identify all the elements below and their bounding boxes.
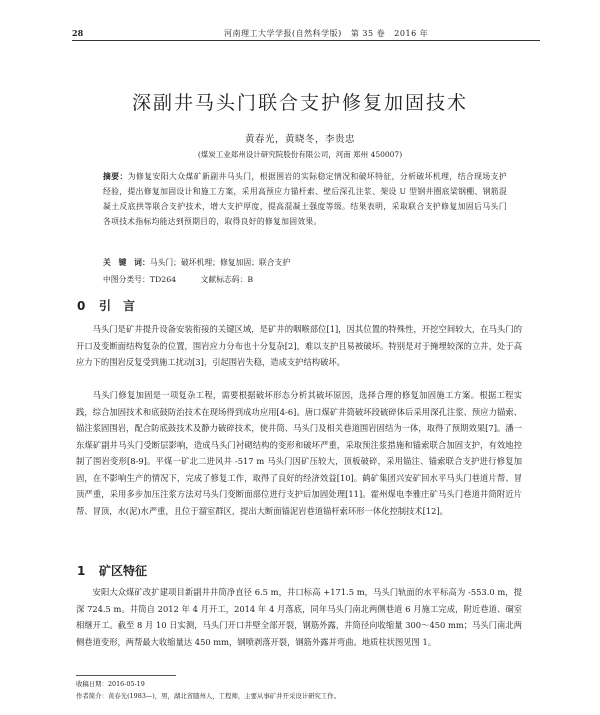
mine-features-paragraph: 安阳大众煤矿改扩建项目新副井井筒净直径 6.5 m，井口标高 +171.5 m，马头门轨面的水平标高为 -553.0 m，提深 724.5 m。井筒自 2012 年 4 月开工，2014 年 4 月落底，同年马头门南北两侧巷道 6 月施工完成，附近巷道、硐室相继开工。截至 8 月 10 日实测，马头门开口井壁全部开裂，钢筋外露，井筒径向收缩量 300～450 mm；马头门南北两侧巷道变形，两帮最大收缩量达 450 mm，钢喷剥落开裂，钢筋外露并弯曲。地质柱状图见图 1。 [76,587,522,647]
author-affiliation: (煤炭工业郑州设计研究院股份有限公司，河南 郑州 450007) [197,150,403,159]
classification-line [103,274,507,285]
page-number: 28 [72,28,84,38]
author-list: 黄春光，黄晓冬，李贵忠 [244,134,355,145]
author-bio: 作者简介：黄春光(1983—)，男，湖北省随州人，工程师，主要从事矿井开采设计研究工作。 [76,692,341,700]
section-title: 矿区特征 [99,564,148,578]
abstract [103,169,507,229]
section-heading-mine-features [77,562,147,579]
keywords-label: 关 键 词： [103,258,150,267]
received-date: 收稿日期：2016-05-19 [76,680,145,688]
keywords [103,257,507,268]
section-heading-introduction [77,297,135,314]
footnote-divider [76,675,176,676]
journal-info [224,28,428,39]
section-number: 1 [77,564,86,578]
keywords-text: 马头门；破坏机理；修复加固；联合支护 [149,258,291,267]
running-header [72,26,540,41]
journal-name: 河南理工大学学报(自然科学版) [224,29,342,38]
section-title: 引 言 [99,299,136,313]
abstract-label: 摘要： [103,172,128,181]
abstract-text: 为修复安阳大众煤矿新副井马头门，根据围岩的实际稳定情况和破坏特征，分析破坏机理，结合现场支护经验，提出修复加固设计和施工方案，采用高预应力锚杆索、壁后深孔注浆、架设 U 型钢井圈底梁钢棚、钢筋混凝土反底拱等联合支护技术，增大支护厚度，提高混凝土强度等级。结果表明，采取联合支护修复加固后马头门各项技术指标均能达到预期目的，取得良好的修复加固效果。 [103,172,507,226]
clc-number: 中图分类号：TD264 [103,275,177,284]
intro-paragraph-2: 马头门修复加固是一项复杂工程，需要根据破坏形态分析其破坏原因，选择合理的修复加固施工方案。根据工程实践，综合加固技术和底鼓防治技术在现场得到成功应用[4-6]。唐口煤矿井筒破坏段破碎体后采用深孔注浆、预应力锚索、锚注浆固围岩，配合防底鼓技术及静力破碎技术，使井筒、马头门及相关巷道围岩固结为一体，取得了预期效果[7]。潘一东煤矿副井马头门受断层影响，造成马头门衬砌结构的变形和破坏严重，采取预注浆措施和锚索联合加固支护，有效地控制了围岩变形[8-9]。平煤一矿北二进风井 -517 m 马头门因矿压较大，顶板破碎，采用锚注、锚索联合支护进行修复加固，在不影响生产的情况下，完成了修复工作，取得了良好的经济效益[10]。鹤矿集团兴安矿回水平马头门巷道片帮、冒顶严重，采用多步加压注浆方法对马头门变断面部位进行支护后加固处理[11]。霍州煤电李雅庄矿马头门巷道井筒附近片帮、冒顶，水(泥)水严重，且位于溜室群区，提出大断面锚泥岩巷道锚杆索环形一体化控制技术[12]。 [76,390,522,516]
journal-volume: 第 35 卷 [350,29,386,38]
section-number: 0 [77,299,86,313]
paper-title: 深副井马头门联合支护修复加固技术 [131,92,468,114]
document-code: 文献标志码：B [200,275,254,284]
journal-year: 2016 年 [394,29,429,38]
intro-paragraph-1: 马头门是矿井提升设备安装衔接的关键区域，是矿井的咽喉部位[1]，因其位置的特殊性，开挖空间较大，在马头门的开口及变断面结构复杂的位置，围岩应力分布也十分复杂[2]，难以支护且易被破坏。特别是对于掩埋较深的立井，处于高应力下的围岩反复受到施工扰动[3]，引起围岩失稳，造成支护结构破坏。 [76,324,522,367]
